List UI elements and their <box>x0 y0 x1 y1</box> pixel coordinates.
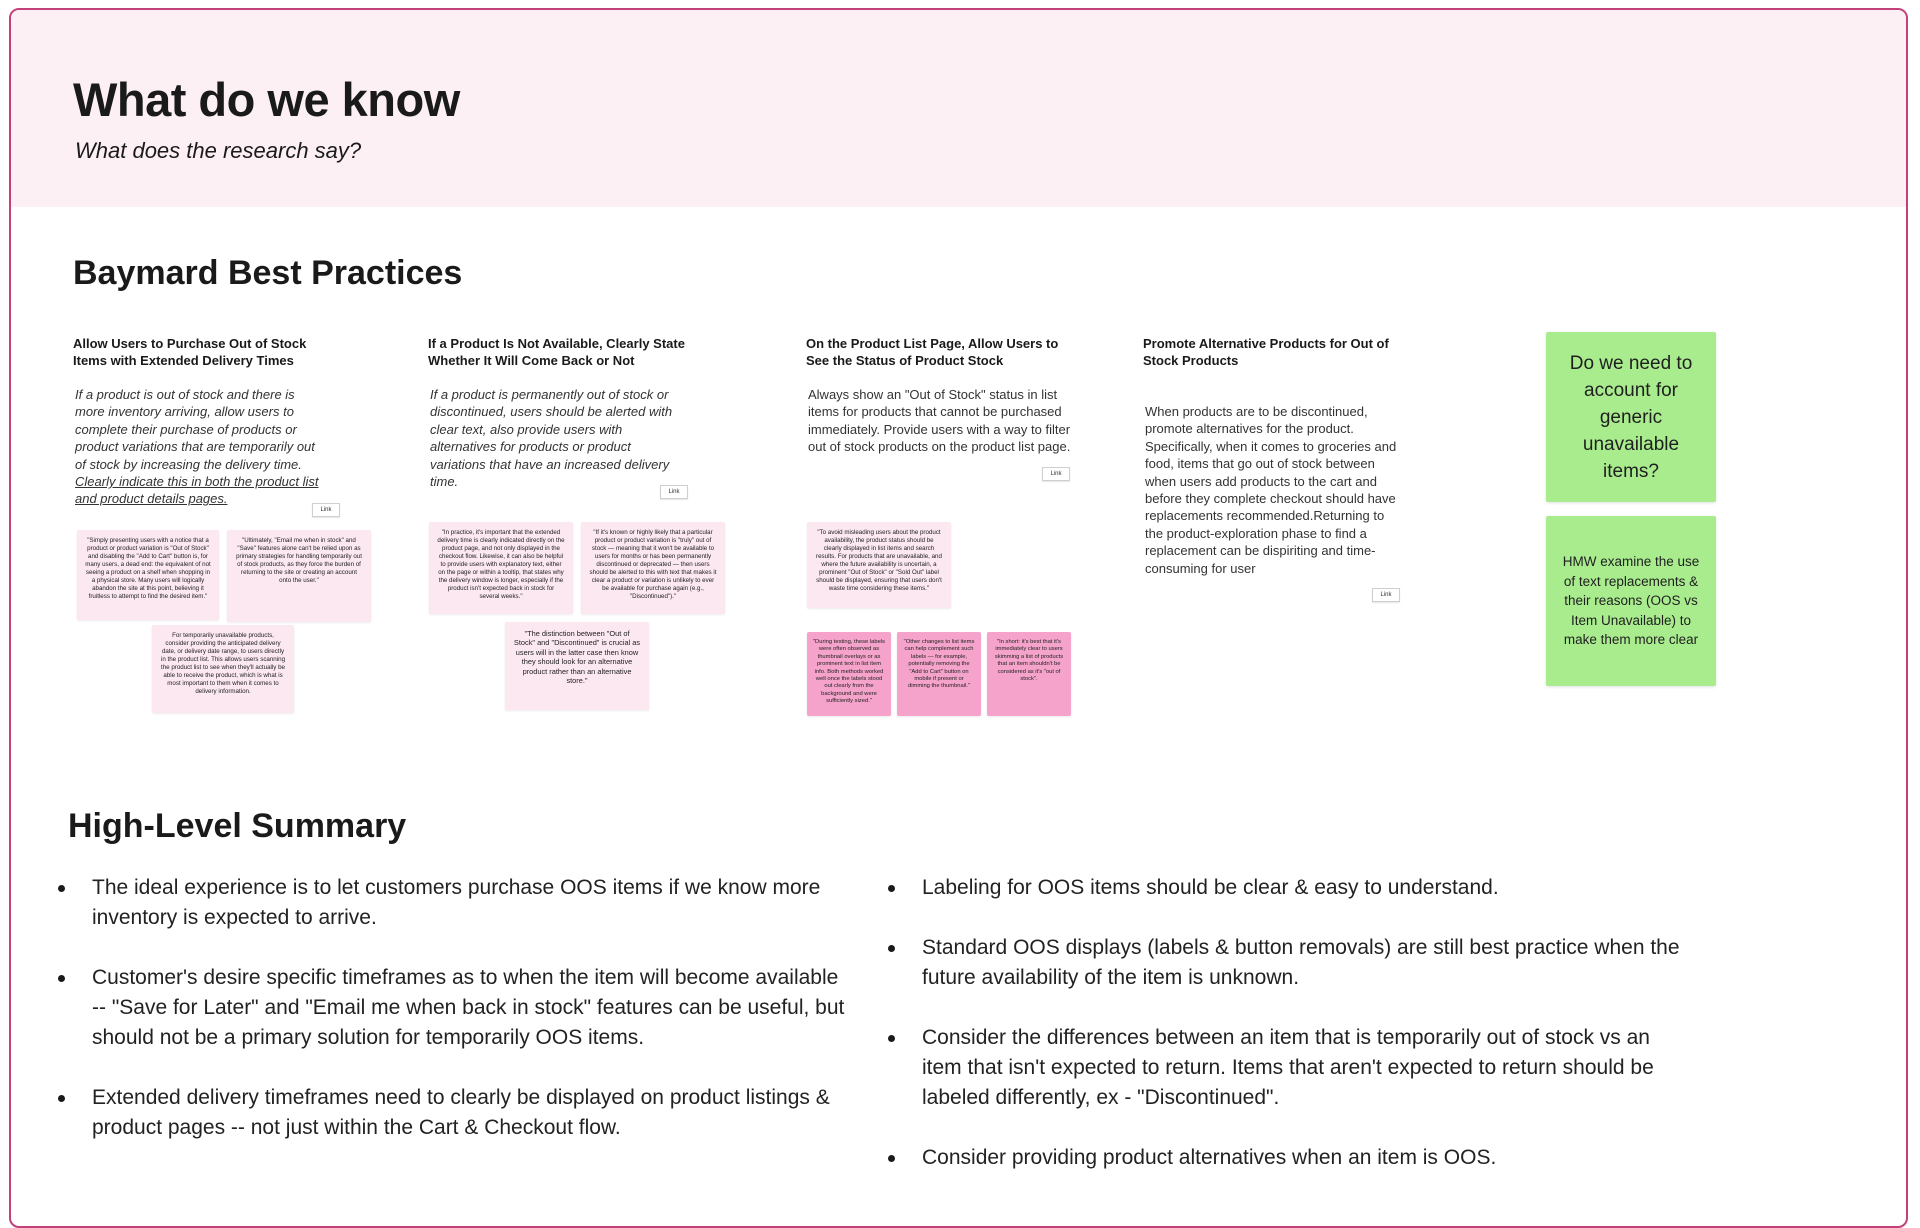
col2-link-chip[interactable]: Link <box>660 485 688 499</box>
col2-quote-3: "The distinction between "Out of Stock" and "Discontinued" is crucial as users will in the latter case then know they should look for an alternative product rather than an alternative store." <box>505 622 649 710</box>
header-band <box>11 10 1906 207</box>
summary-bullet: Labeling for OOS items should be clear & easy to understand. <box>900 873 1680 903</box>
col3-title: On the Product List Page, Allow Users to See the Status of Product Stock <box>806 336 1059 368</box>
col2-quote-1: "In practice, it's important that the extended delivery time is clearly indicated directly on the product page, and not only displayed in the checkout flow. Likewise, it can also be helpful to provide users with explanatory text, either on the page or within a tooltip, that states why the delivery window is longer, especially if the product isn't expected back in stock for several weeks." <box>429 522 573 614</box>
col1-description-link[interactable]: Clearly indicate this in both the product list and product details pages. <box>75 474 319 507</box>
col2-title: If a Product Is Not Available, Clearly State Whether It Will Come Back or Not <box>428 336 685 368</box>
col1-quote-3: For temporarily unavailable products, consider providing the anticipated delivery date, or delivery date range, to users directly in the product list. This allows users scanning the product list to see when they'll actually be able to receive the product, which is what is most important to them when it comes to delivery information. <box>152 625 294 713</box>
summary-bullet: Consider the differences between an item that is temporarily out of stock vs an item that isn't expected to return. Items that aren't expected to return should be labeled differently, ex - "Discontinued". <box>900 1023 1680 1113</box>
col1-description <box>75 386 320 508</box>
page-subtitle: What does the research say? <box>75 138 362 163</box>
board-frame <box>9 8 1908 1228</box>
summary-bullet: Consider providing product alternatives when an item is OOS. <box>900 1143 1680 1173</box>
sticky-note-hmw-text: HMW examine the use of text replacements & their reasons (OOS vs Item Unavailable) to make them more clear <box>1562 554 1700 648</box>
page-title: What do we know <box>73 73 460 126</box>
col3-quote-2: "During testing, these labels were often observed as thumbnail overlays or as prominent text in list item info. Both methods worked well once the labels stood out clearly from the background and were sufficiently sized." <box>807 632 891 716</box>
col2-quote-2: "If it's known or highly likely that a particular product or product variation is "truly" out of stock — meaning that it won't be available to users for months or has been permanently discontinued or deprecated — then users should be alerted to this with text that makes it clear a product or variation is unlikely to ever be available for purchase again (e.g., "Discontinued")." <box>581 522 725 614</box>
col4-title: Promote Alternative Products for Out of Stock Products <box>1143 336 1389 368</box>
summary-list-right <box>900 873 1680 1203</box>
sticky-note-hmw <box>1546 516 1716 686</box>
baymard-section-title: Baymard Best Practices <box>73 254 463 292</box>
sticky-note-question <box>1546 332 1716 502</box>
summary-bullet: Standard OOS displays (labels & button removals) are still best practice when the future availability of the item is unknown. <box>900 933 1680 993</box>
col2-description: If a product is permanently out of stock or discontinued, users should be alerted with clear text, also provide users with alternatives for products or product variations that have an increased delivery time. <box>430 387 673 490</box>
col4-link-chip[interactable]: Link <box>1372 588 1400 602</box>
col3-description: Always show an "Out of Stock" status in list items for products that cannot be purchased immediately. Provide users with a way to filter out of stock products on the product list page. <box>808 387 1071 455</box>
summary-section-title: High-Level Summary <box>68 807 407 845</box>
col3-quote-4: "In short: it's best that it's immediately clear to users skimming a list of products that an item shouldn't be considered as it's "out of stock". <box>987 632 1071 716</box>
col1-quote-2: "Ultimately, "Email me when in stock" and "Save" features alone can't be relied upon as primary strategies for handling temporarily out of stock products, as they force the burden of returning to the site or creating an account onto the user." <box>227 530 371 622</box>
summary-bullet: The ideal experience is to let customers purchase OOS items if we know more inventory is expected to arrive. <box>70 873 850 933</box>
col1-title: Allow Users to Purchase Out of Stock Items with Extended Delivery Times <box>73 336 307 368</box>
col3-quote-1: "To avoid misleading users about the product availability, the product status should be clearly displayed in list items and search results. For products that are unavailable, and where the future availability is uncertain, a prominent "Out of Stock" or "Sold Out" label should be displayed, ensuring that users don't waste time considering these items." <box>807 522 951 608</box>
col3-quote-3: "Other changes to list items can help complement such labels — for example, potentially removing the "Add to Cart" button on mobile if present or dimming the thumbnail." <box>897 632 981 716</box>
summary-bullet: Customer's desire specific timeframes as to when the item will become available -- "Save for Later" and "Email me when back in stock" features can be useful, but should not be a primary solution for temporarily OOS items. <box>70 963 850 1053</box>
summary-list-left <box>70 873 850 1173</box>
col3-link-chip[interactable]: Link <box>1042 467 1070 481</box>
col4-description: When products are to be discontinued, promote alternatives for the product. Specifically, when it comes to groceries and food, items that go out of stock between when users add products to the cart and before they complete checkout should have replacements recommended.Returning to the product-exploration phase to find a replacement can be dispiriting and time-consuming for user <box>1145 404 1397 576</box>
col1-description-text: If a product is out of stock and there is more inventory arriving, allow users to complete their purchase of products or product variations that are temporarily out of stock by increasing the delivery time. <box>75 387 315 472</box>
sticky-note-question-text: Do we need to account for generic unavailable items? <box>1569 352 1693 482</box>
col1-link-chip[interactable]: Link <box>312 503 340 517</box>
summary-bullet: Extended delivery timeframes need to clearly be displayed on product listings & product pages -- not just within the Cart & Checkout flow. <box>70 1083 850 1143</box>
col1-quote-1: "Simply presenting users with a notice that a product or product variation is "Out of Stock" and disabling the "Add to Cart" button is, for many users, a dead end: the equivalent of not seeing a product on a shelf when shopping in a physical store. Many users will logically abandon the site at this point, believing it fruitless to attempt to find the desired item." <box>77 530 219 620</box>
